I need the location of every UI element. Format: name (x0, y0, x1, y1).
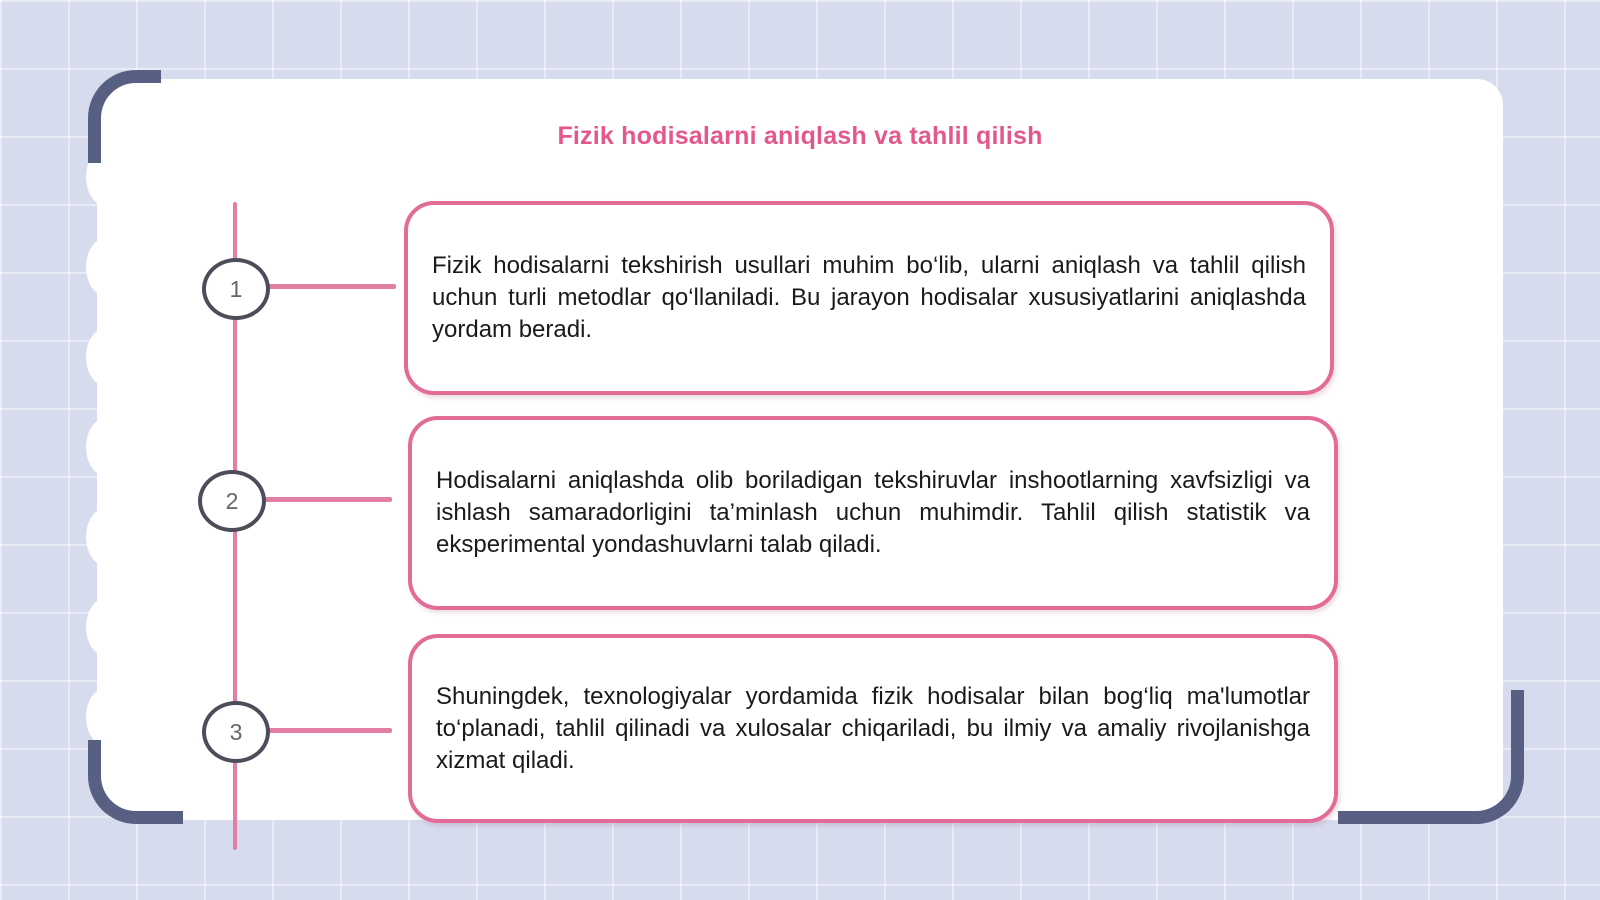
step-connector (268, 728, 392, 733)
paper-scallop (86, 418, 126, 476)
step-text: Hodisalarni aniqlashda olib boriladigan tekshiruvlar inshootlarning xavfsizligi va ishlash samaradorligini ta’minlash uchun muhimdir. Tahlil qilish statistik va eksperimental yondashuvlarni talab qiladi. (436, 467, 1310, 558)
step-card (408, 416, 1338, 610)
step-connector (264, 497, 392, 502)
step-card (404, 201, 1334, 395)
corner-bracket-bottom-left (88, 740, 183, 824)
paper-scallop (86, 238, 126, 296)
paper-scallop (86, 598, 126, 656)
step-number-badge: 1 (202, 258, 270, 320)
step-text: Fizik hodisalarni tekshirish usullari muhim bo‘lib, ularni aniqlash va tahlil qilish uchun turli metodlar qo‘llaniladi. Bu jarayon hodisalar xususiyatlarini aniqlashda yordam beradi. (432, 252, 1306, 343)
step-card (408, 634, 1338, 823)
paper-scallop (86, 508, 126, 566)
paper-scallop (86, 688, 126, 746)
paper-scallop (86, 328, 126, 386)
corner-bracket-bottom-right (1338, 690, 1524, 824)
corner-bracket-top-left (88, 70, 161, 163)
step-number-badge: 3 (202, 701, 270, 763)
step-text: Shuningdek, texnologiyalar yordamida fizik hodisalar bilan bog‘liq ma'lumotlar to‘planadi, tahlil qilinadi va xulosalar chiqariladi, bu ilmiy va amaliy rivojlanishga xizmat qiladi. (436, 682, 1310, 774)
slide-title: Fizik hodisalarni aniqlash va tahlil qilish (557, 122, 1043, 150)
step-number-badge: 2 (198, 470, 266, 532)
step-connector (268, 284, 396, 289)
